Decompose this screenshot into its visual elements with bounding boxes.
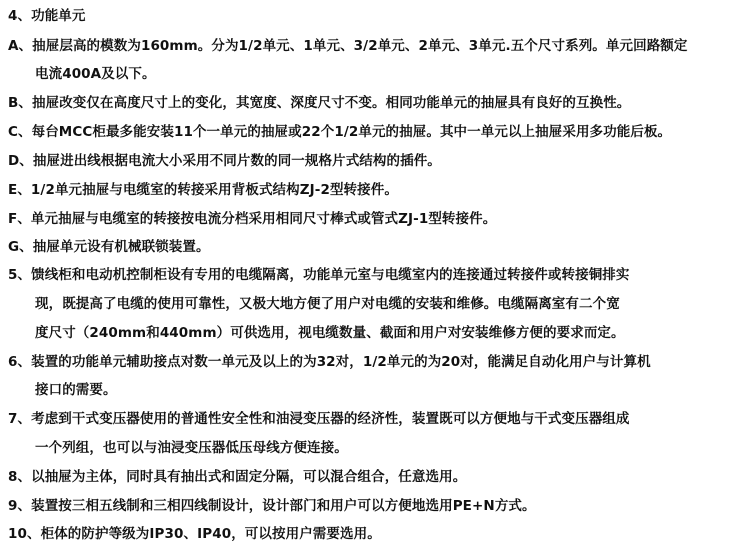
item-g-line-1: G、抽屉单元设有机械联锁装置。 [8,239,210,255]
item-d-line-1: D、抽屉进出线根据电流大小采用不同片数的同一规格片式结构的插件。 [8,153,441,169]
item-8-line-1: 8、以抽屉为主体，同时具有抽出式和固定分隔，可以混合组合，任意选用。 [8,469,467,485]
item-9-line-1: 9、装置按三相五线制和三相四线制设计，设计部门和用户可以方便地选用PE+N方式。 [8,498,536,514]
item-a-line-2: 电流400A及以下。 [35,66,156,82]
item-f-line-1: F、单元抽屉与电缆室的转接按电流分档采用相同尺寸棒式或管式ZJ-1型转接件。 [8,211,497,227]
item-7-line-2: 一个列组，也可以与油浸变压器低压母线方便连接。 [35,440,348,456]
item-7-line-1: 7、考虑到干式变压器使用的普通性安全性和油浸变压器的经济性，装置既可以方便地与干式变压器组成 [8,411,630,427]
item-5-line-2: 现，既提高了电缆的使用可靠性，又极大地方便了用户对电缆的安装和维修。电缆隔离室有二个宽 [35,296,620,312]
item-a-line-1: A、抽屉层高的模数为160mm。分为1/2单元、1单元、3/2单元、2单元、3单元.五个尺寸系列。单元回路额定 [8,38,688,54]
item-c-line-1: C、每台MCC柜最多能安装11个一单元的抽屉或22个1/2单元的抽屉。其中一单元以上抽屉采用多功能后板。 [8,124,672,140]
item-6-line-2: 接口的需要。 [35,382,117,398]
item-e-line-1: E、1/2单元抽屉与电缆室的转接采用背板式结构ZJ-2型转接件。 [8,182,398,198]
item-6-line-1: 6、装置的功能单元辅助接点对数一单元及以上的为32对，1/2单元的为20对，能满足自动化用户与计算机 [8,354,651,370]
item-b-line-1: B、抽屉改变仅在高度尺寸上的变化，其宽度、深度尺寸不变。相同功能单元的抽屉具有良好的互换性。 [8,95,631,111]
item-5-line-1: 5、馈线柜和电动机控制柜设有专用的电缆隔离，功能单元室与电缆室内的连接通过转接件或转接铜排实 [8,267,630,283]
section-heading: 4、功能单元 [8,8,86,24]
item-10-line-1: 10、柜体的防护等级为IP30、IP40，可以按用户需要选用。 [8,526,381,542]
item-5-line-3: 度尺寸（240mm和440mm）可供选用，视电缆数量、截面和用户对安装维修方便的要求而定。 [35,325,625,341]
